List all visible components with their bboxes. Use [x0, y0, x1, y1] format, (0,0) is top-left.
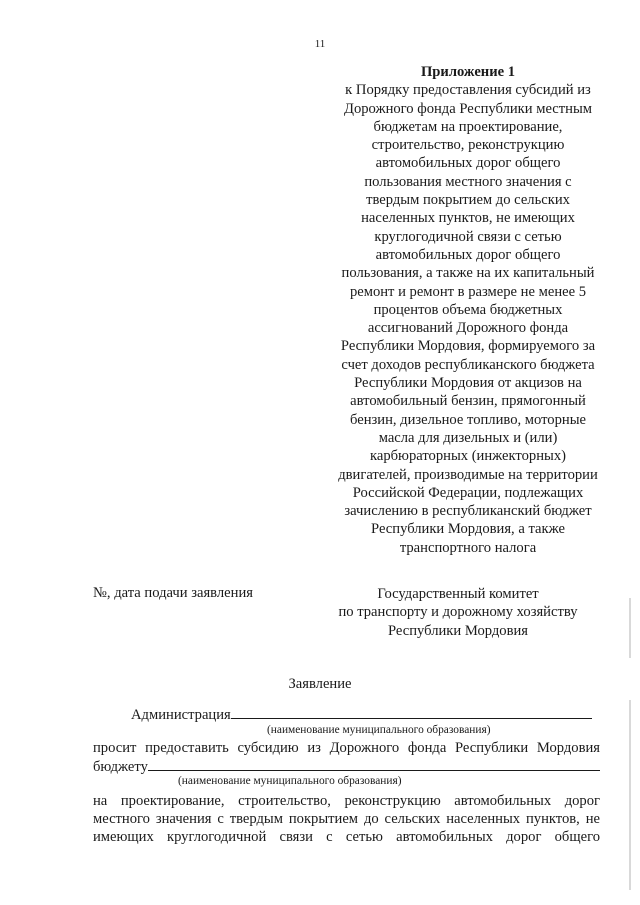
body-line-3: имеющих круглогодичной связи с сетью автомобильных дорог общего: [93, 829, 600, 845]
appendix-text: к Порядку предоставления субсидий из Дорожного фонда Республики местным бюджетам на проектирование, строительство, реконструкцию автомобильных дорог общего пользования местного значения с твердым покрытием до сельских населенных пунктов, не имеющих круглогодичной связи с сетью автомобильных дорог общего пользования, а также на их капитальный ремонт и ремонт в размере не менее 5 процентов объема бюджетных ассигнований Дорожного фонда Республики Мордовия, формируемого за счет доходов республиканского бюджета Республики Мордовия от акцизов на автомобильный бензин, прямогонный бензин, дизельное топливо, моторные масла для дизельных и (или) карбюраторных (инжекторных) двигателей, производимые на территории Российской Федерации, подлежащих зачислению в республиканский бюджет Республики Мордовия, а также транспортного налога: [338, 82, 598, 556]
page-number: 11: [314, 38, 326, 50]
appendix-header: [318, 63, 618, 557]
budget-line: [93, 758, 600, 776]
administration-hint: (наименование муниципального образования): [267, 724, 491, 736]
appendix-title: Приложение 1: [420, 64, 516, 80]
budget-blank-field[interactable]: [148, 758, 600, 771]
administration-line: [131, 706, 592, 724]
administration-blank-field[interactable]: [231, 706, 592, 719]
recipient-block: Государственный комитет по транспорту и дорожному хозяйству Республики Мордовия: [338, 586, 578, 639]
document-title: Заявление: [288, 676, 352, 692]
administration-label: Администрация: [131, 707, 231, 723]
body-line-1: на проектирование, строительство, реконструкцию автомобильных дорог: [93, 793, 600, 809]
scan-edge-mark: [629, 700, 631, 890]
scan-edge-mark: [629, 598, 631, 658]
body-line-2: местного значения с твердым покрытием до сельских населенных пунктов, не: [93, 811, 600, 827]
budget-label: бюджету: [93, 759, 148, 775]
submission-label: №, дата подачи заявления: [93, 585, 253, 601]
request-line: просит предоставить субсидию из Дорожного фонда Республики Мордовия: [93, 740, 600, 756]
budget-hint: (наименование муниципального образования): [178, 775, 402, 787]
